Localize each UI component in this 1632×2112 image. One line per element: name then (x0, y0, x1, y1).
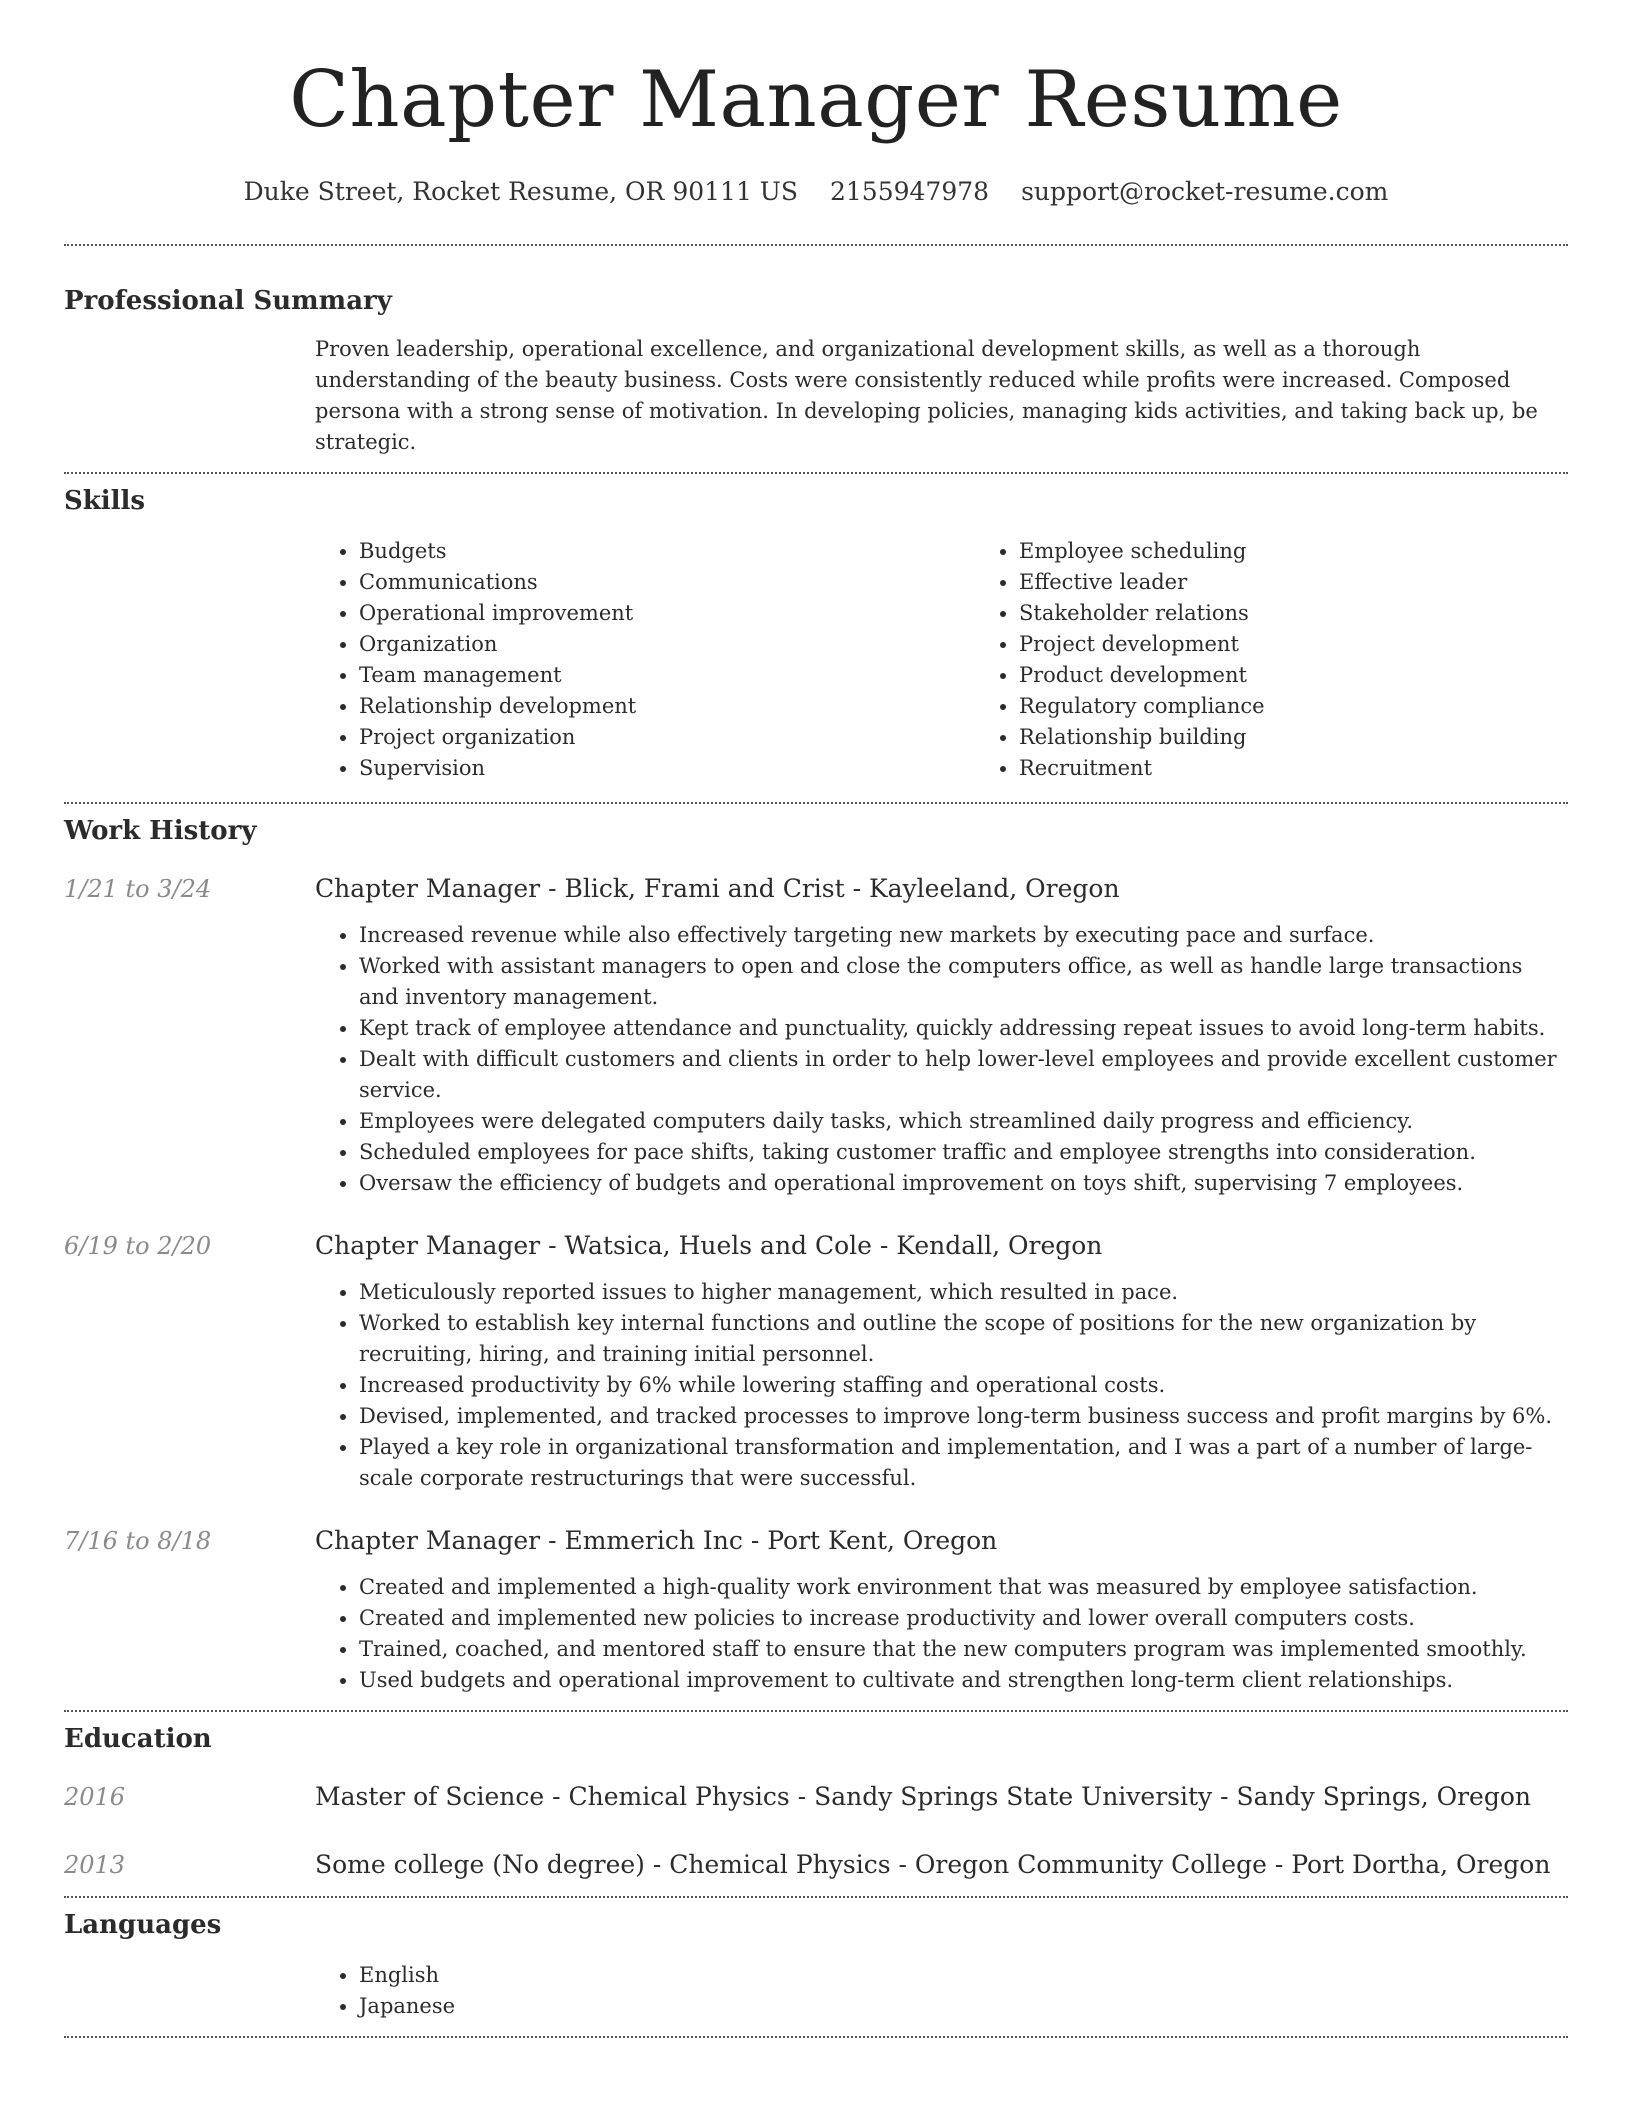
job-bullet: • Created and implemented a high-quality work environment that was measured by employee satisfaction. (359, 1572, 1568, 1603)
skills-section (64, 484, 1568, 784)
languages-right (315, 1960, 1568, 2022)
summary-row (64, 334, 1568, 458)
job-bullet: • Employees were delegated computers daily tasks, which streamlined daily progress and efficiency. (359, 1106, 1568, 1137)
education-item (64, 1780, 1568, 1814)
skill-item: • Organization (359, 629, 975, 660)
job-dates: 7/16 to 8/18 (64, 1527, 212, 1555)
section-title-languages: Languages (64, 1910, 222, 1940)
job-bullet: • Devised, implemented, and tracked processes to improve long-term business success and profit margins by 6%. (359, 1401, 1568, 1432)
job-bullet: • Kept track of employee attendance and punctuality, quickly addressing repeat issues to avoid long-term habits. (359, 1013, 1568, 1044)
skill-item: • Budgets (359, 536, 975, 567)
job-title: Chapter Manager - Watsica, Huels and Cole - Kendall, Oregon (315, 1231, 1103, 1260)
section-title-summary: Professional Summary (64, 286, 392, 316)
summary-right (315, 334, 1568, 458)
languages-left (64, 1960, 315, 2022)
skill-item: • Relationship building (1019, 722, 1632, 753)
job-body (64, 1572, 1568, 1696)
job-bullet: • Created and implemented new policies to increase productivity and lower overall computers costs. (359, 1603, 1568, 1634)
job-bullet: • Used budgets and operational improvement to cultivate and strengthen long-term client relationships. (359, 1665, 1568, 1696)
job-header (64, 1229, 1568, 1263)
summary-left (64, 334, 315, 458)
contact-address: Duke Street, Rocket Resume, OR 90111 US (243, 177, 798, 206)
job-bullet: • Increased revenue while also effectively targeting new markets by executing pace and surface. (359, 920, 1568, 951)
skill-item: • Product development (1019, 660, 1632, 691)
job-header (64, 1524, 1568, 1558)
language-item: • English (359, 1960, 1568, 1991)
education-year: 2016 (64, 1783, 126, 1811)
skill-item: • Project organization (359, 722, 975, 753)
job-bullet: • Worked with assistant managers to open and close the computers office, as well as handle large transactions and inventory management. (359, 951, 1568, 1013)
skill-item: • Effective leader (1019, 567, 1632, 598)
contact-email: support@rocket-resume.com (1021, 177, 1389, 206)
divider (64, 802, 1568, 804)
job-bullet: • Meticulously reported issues to higher management, which resulted in pace. (359, 1277, 1568, 1308)
job-body-left (64, 1572, 315, 1696)
skills-columns (315, 536, 1632, 784)
languages-row (64, 1960, 1568, 2022)
section-title-education: Education (64, 1724, 212, 1754)
job-bullet: • Trained, coached, and mentored staff to ensure that the new computers program was implemented smoothly. (359, 1634, 1568, 1665)
job-body (64, 1277, 1568, 1494)
job-bullet: • Oversaw the efficiency of budgets and operational improvement on toys shift, supervising 7 employees. (359, 1168, 1568, 1199)
skill-item: • Stakeholder relations (1019, 598, 1632, 629)
job-entry (64, 1229, 1568, 1494)
contact-phone: 2155947978 (830, 177, 990, 206)
education-section (64, 1722, 1568, 1882)
languages-section (64, 1908, 1568, 2022)
skills-list-right (975, 536, 1632, 784)
divider (64, 1896, 1568, 1898)
divider (64, 472, 1568, 474)
job-entry (64, 872, 1568, 1199)
job-body-right (315, 1572, 1568, 1696)
divider (64, 1710, 1568, 1712)
job-bullets (315, 1572, 1568, 1696)
job-body-right (315, 1277, 1568, 1494)
summary-section (64, 284, 1568, 458)
summary-text: Proven leadership, operational excellence, and organizational development skills, as well as a thorough understanding of the beauty business. Costs were consistently reduced while profits were increased. Composed persona with a strong sense of motivation. In developing policies, managing kids activities, and taking back up, be strategic. (315, 337, 1538, 454)
contact-line (64, 176, 1568, 208)
job-header (64, 872, 1568, 906)
skills-row (64, 536, 1568, 784)
job-body-right (315, 920, 1568, 1199)
skill-item: • Regulatory compliance (1019, 691, 1632, 722)
section-title-work: Work History (64, 816, 257, 846)
education-text: Master of Science - Chemical Physics - Sandy Springs State University - Sandy Springs, Oregon (315, 1782, 1532, 1811)
language-item: • Japanese (359, 1991, 1568, 2022)
job-bullet: • Increased productivity by 6% while lowering staffing and operational costs. (359, 1370, 1568, 1401)
work-section (64, 814, 1568, 1696)
education-item (64, 1848, 1568, 1882)
skill-item: • Communications (359, 567, 975, 598)
divider (64, 244, 1568, 246)
job-bullet: • Scheduled employees for pace shifts, taking customer traffic and employee strengths into consideration. (359, 1137, 1568, 1168)
job-entry (64, 1524, 1568, 1696)
section-title-skills: Skills (64, 486, 146, 516)
job-title: Chapter Manager - Emmerich Inc - Port Kent, Oregon (315, 1526, 998, 1555)
education-year: 2013 (64, 1851, 126, 1879)
languages-list (315, 1960, 1568, 2022)
skill-item: • Team management (359, 660, 975, 691)
skill-item: • Employee scheduling (1019, 536, 1632, 567)
skill-item: • Operational improvement (359, 598, 975, 629)
job-bullet: • Played a key role in organizational transformation and implementation, and I was a part of a number of large-scale corporate restructurings that were successful. (359, 1432, 1568, 1494)
skills-left (64, 536, 315, 784)
skills-list-left (315, 536, 975, 784)
education-text: Some college (No degree) - Chemical Physics - Oregon Community College - Port Dortha, Oregon (315, 1850, 1551, 1879)
divider (64, 2036, 1568, 2038)
job-title: Chapter Manager - Blick, Frami and Crist - Kayleeland, Oregon (315, 874, 1120, 903)
skill-item: • Recruitment (1019, 753, 1632, 784)
job-dates: 1/21 to 3/24 (64, 875, 212, 903)
job-bullet: • Dealt with difficult customers and clients in order to help lower-level employees and provide excellent customer service. (359, 1044, 1568, 1106)
job-body (64, 920, 1568, 1199)
job-body-left (64, 1277, 315, 1494)
job-bullets (315, 1277, 1568, 1494)
resume-title: Chapter Manager Resume (289, 55, 1343, 145)
skill-item: • Supervision (359, 753, 975, 784)
skill-item: • Relationship development (359, 691, 975, 722)
job-body-left (64, 920, 315, 1199)
job-bullet: • Worked to establish key internal functions and outline the scope of positions for the new organization by recruiting, hiring, and training initial personnel. (359, 1308, 1568, 1370)
skill-item: • Project development (1019, 629, 1632, 660)
job-bullets (315, 920, 1568, 1199)
job-dates: 6/19 to 2/20 (64, 1232, 212, 1260)
resume-header (64, 0, 1568, 208)
